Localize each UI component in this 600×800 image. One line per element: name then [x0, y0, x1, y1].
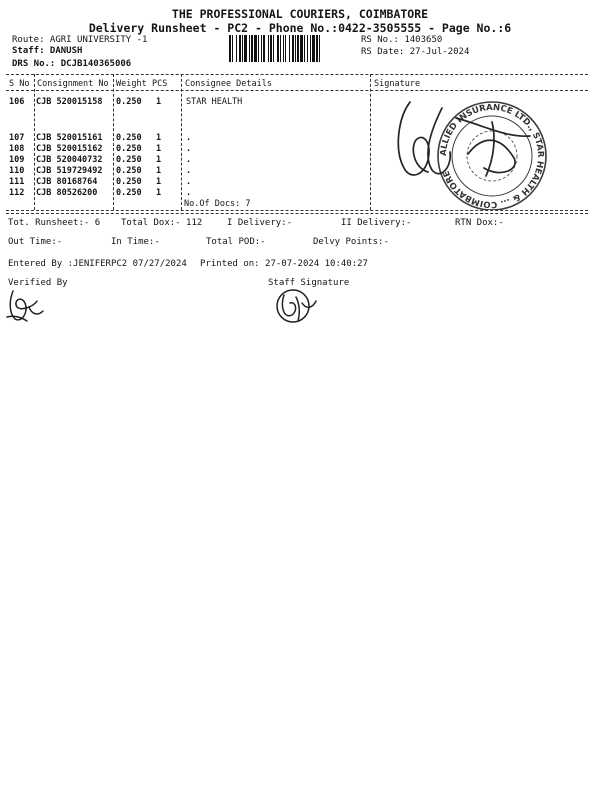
i-delivery: I Delivery:- [227, 218, 293, 228]
col-header-signature: Signature [374, 79, 421, 89]
row-weight: 0.250 [116, 188, 142, 198]
route-label: Route: AGRI UNIVERSITY -1 [12, 35, 148, 45]
document-subtitle: Delivery Runsheet - PC2 - Phone No.:0422-3505555 - Page No.:6 [88, 21, 512, 35]
col-header-pcs: PCS [152, 79, 168, 89]
ii-delivery: II Delivery:- [341, 218, 412, 228]
row-weight: 0.250 [116, 97, 142, 107]
table-top-rule [6, 74, 588, 75]
row-consignee: . [186, 144, 192, 154]
barcode-bar [320, 35, 322, 62]
col-header-consignment: Consignment No [37, 79, 109, 89]
row-sno: 106 [9, 97, 25, 107]
row-pcs: 1 [156, 166, 162, 176]
row-sno: 110 [9, 166, 25, 176]
row-pcs: 1 [156, 144, 162, 154]
row-consignee: . [186, 188, 192, 198]
row-pcs: 1 [156, 133, 162, 143]
row-weight: 0.250 [116, 144, 142, 154]
table-bottom-rule [6, 210, 588, 211]
row-weight: 0.250 [116, 155, 142, 165]
col-header-weight: Weight [116, 79, 147, 89]
row-pcs: 1 [156, 155, 162, 165]
row-consignment: CJB 80526200 [36, 188, 98, 198]
row-consignee: STAR HEALTH [186, 97, 243, 107]
rtn-dox: RTN Dox:- [455, 218, 504, 228]
row-consignment: CJB 80168764 [36, 177, 98, 187]
drs-number: DRS No.: DCJB140365006 [12, 59, 132, 69]
row-weight: 0.250 [116, 166, 142, 176]
total-pod: Total POD:- [206, 237, 266, 247]
in-time: In Time:- [111, 237, 160, 247]
row-consignee: . [186, 177, 192, 187]
row-consignee: . [186, 133, 192, 143]
delvy-points: Delvy Points:- [313, 237, 389, 247]
row-pcs: 1 [156, 97, 162, 107]
no-of-docs: No.Of Docs: 7 [184, 199, 251, 209]
row-sno: 107 [9, 133, 25, 143]
verified-by-label: Verified By [8, 278, 68, 288]
entered-by: Entered By :JENIFERPC2 07/27/2024 [8, 259, 187, 269]
row-consignment: CJB 520015162 [36, 144, 103, 154]
out-time: Out Time:- [8, 237, 63, 247]
row-consignment: CJB 520015161 [36, 133, 103, 143]
row-consignment: CJB 520015158 [36, 97, 103, 107]
rs-date: RS Date: 27-Jul-2024 [361, 47, 470, 57]
staff-label: Staff: DANUSH [12, 46, 83, 56]
col-header-consignee: Consignee Details [185, 79, 272, 89]
row-consignee: . [186, 155, 192, 165]
row-pcs: 1 [156, 177, 162, 187]
verifier-signature [3, 287, 47, 325]
staff-signature [270, 285, 320, 329]
row-pcs: 1 [156, 188, 162, 198]
row-sno: 112 [9, 188, 25, 198]
printed-on: Printed on: 27-07-2024 10:40:27 [200, 259, 368, 269]
total-dox: Total Dox:- 112 [121, 218, 203, 228]
staff-signature-label: Staff Signature [268, 278, 350, 288]
row-consignment: CJB 519729492 [36, 166, 103, 176]
row-weight: 0.250 [116, 133, 142, 143]
row-consignment: CJB 520040732 [36, 155, 103, 165]
row-consignee: . [186, 166, 192, 176]
row-weight: 0.250 [116, 177, 142, 187]
summary-rule [6, 213, 588, 214]
rs-number: RS No.: 1403650 [361, 35, 443, 45]
stamp-text: ALLIED INSURANCE LTD., STAR HEALTH & ... COIMBATORE [438, 102, 546, 210]
row-sno: 109 [9, 155, 25, 165]
document-title: THE PROFESSIONAL COURIERS, COIMBATORE [171, 7, 429, 21]
tot-runsheet: Tot. Runsheet:- 6 [8, 218, 101, 228]
row-sno: 111 [9, 177, 25, 187]
col-header-sno: S No [9, 79, 30, 89]
table-header-rule [6, 90, 588, 91]
row-sno: 108 [9, 144, 25, 154]
barcode [229, 35, 356, 62]
delivery-stamp [380, 98, 550, 210]
